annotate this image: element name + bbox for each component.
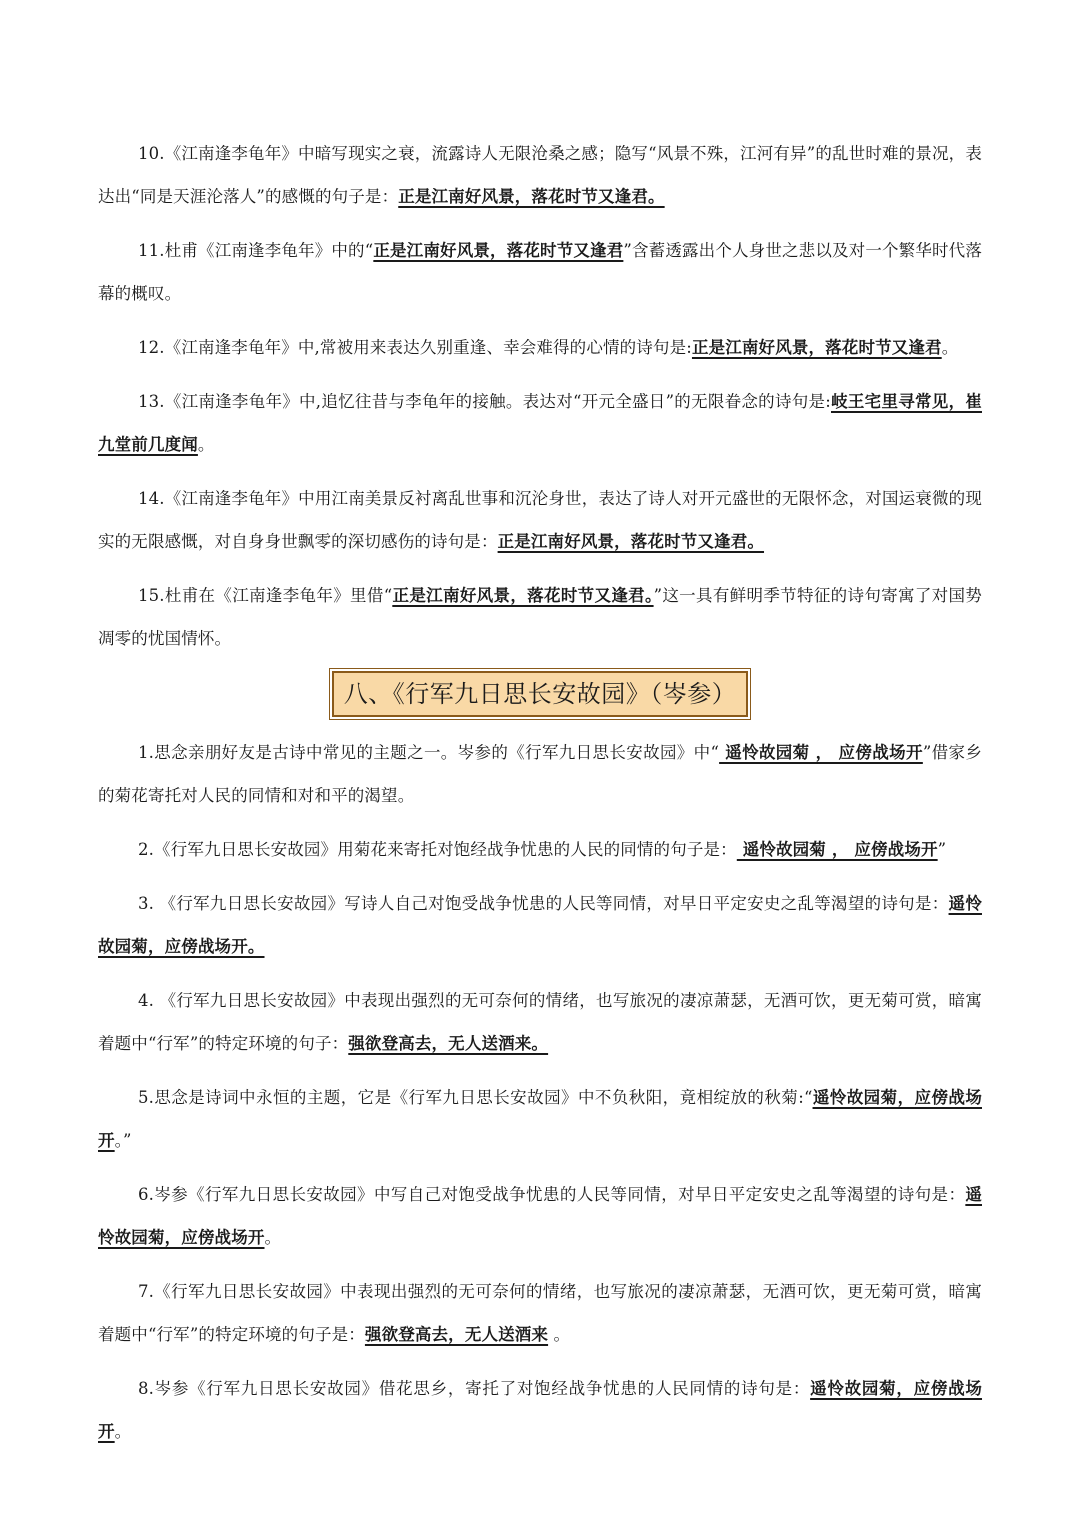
answer-text: 强欲登高去，无人送酒来。: [348, 1034, 549, 1053]
item-text: 6.岑参《行军九日思长安故园》中写自己对饱受战争忧患的人民等同情，对早日平定安史之乱等渴望的诗句是：: [138, 1185, 966, 1204]
list-item: [98, 229, 982, 315]
item-text: 3. 《行军九日思长安故园》写诗人自己对饱受战争忧患的人民等同情，对早日平定安史之乱等渴望的诗句是：: [138, 894, 949, 913]
section-7-items: [98, 132, 982, 660]
answer-text: 岐王宅里寻常见，崔九堂前几度闻: [98, 392, 982, 454]
list-item: [98, 1367, 982, 1453]
item-text-tail: 。: [197, 435, 215, 454]
answer-text: 正是江南好风景，落花时节又逢君: [373, 241, 624, 260]
item-text: 2.《行军九日思长安故园》用菊花来寄托对饱经战争忧患的人民的同情的句子是：: [138, 840, 737, 859]
answer-text: 遥怜故园菊，应傍战场开: [98, 1379, 983, 1441]
list-item: [98, 380, 982, 466]
item-text: 13.《江南逢李龟年》中,追忆往昔与李龟年的接触。表达对“开元全盛日”的无限眷念的诗句是:: [138, 392, 831, 411]
section-heading: 八、《行军九日思长安故园》（岑参）: [332, 671, 749, 717]
answer-text: 正是江南好风景，落花时节又逢君: [691, 338, 942, 357]
list-item: [98, 1270, 982, 1356]
item-text: 12.《江南逢李龟年》中,常被用来表达久别重逢、幸会难得的心情的诗句是:: [138, 338, 692, 357]
item-text-tail: ”: [937, 840, 947, 859]
answer-text: 正是江南好风景，落花时节又逢君。: [398, 187, 665, 206]
item-text-tail: 。: [548, 1325, 571, 1344]
section-8-items: [98, 731, 982, 1453]
list-item: [98, 828, 982, 871]
answer-text: 遥怜故园菊 ， 应傍战场开: [719, 743, 923, 762]
answer-text: 遥怜故园菊，应傍战场开。: [98, 894, 982, 956]
item-text-tail: ”含蓄透露出个人身世之悲以及对一个繁华时代落幕的概叹。: [98, 241, 982, 303]
item-text: 7.《行军九日思长安故园》中表现出强烈的无可奈何的情绪，也写旅况的凄凉萧瑟，无酒可饮，更无菊可赏，暗寓着题中“行军”的特定环境的句子是：: [98, 1282, 982, 1344]
list-item: [98, 574, 982, 660]
answer-text: 正是江南好风景，落花时节又逢君。: [497, 532, 765, 551]
item-text-tail: 。: [264, 1228, 282, 1247]
item-text: 10.《江南逢李龟年》中暗写现实之衰，流露诗人无限沧桑之感；隐写“风景不殊，江河有异”的乱世时难的景况，表达出“同是天涯沦落人”的感慨的句子是：: [98, 144, 982, 206]
item-text: 1.思念亲朋好友是古诗中常见的主题之一。岑参的《行军九日思长安故园》中“: [138, 743, 720, 762]
list-item: [98, 132, 982, 218]
item-text: 11.杜甫《江南逢李龟年》中的“: [138, 241, 374, 260]
list-item: [98, 326, 982, 369]
answer-text: 遥怜故园菊 ， 应傍战场开: [736, 840, 938, 859]
item-text-tail: ”这一具有鲜明季节特征的诗句寄寓了对国势凋零的忧国情怀。: [98, 586, 982, 648]
list-item: [98, 882, 982, 968]
item-text-tail: 。: [114, 1422, 132, 1441]
answer-text: 遥怜故园菊，应傍战场开: [98, 1185, 982, 1247]
item-text: 4. 《行军九日思长安故园》中表现出强烈的无可奈何的情绪，也写旅况的凄凉萧瑟，无酒可饮，更无菊可赏，暗寓着题中“行军”的特定环境的句子：: [98, 991, 982, 1053]
section-heading-wrap: [98, 671, 982, 721]
item-text: 5.思念是诗词中永恒的主题，它是《行军九日思长安故园》中不负秋阳，竟相绽放的秋菊:“: [138, 1088, 813, 1107]
item-text-tail: 。: [941, 338, 959, 357]
document-page: [98, 132, 982, 1464]
answer-text: 遥怜故园菊，应傍战场开: [98, 1088, 982, 1150]
item-text-tail: ”借家乡的菊花寄托对人民的同情和对和平的渴望。: [98, 743, 982, 805]
list-item: [98, 477, 982, 563]
answer-text: 正是江南好风景，落花时节又逢君。: [392, 586, 654, 605]
answer-text: 强欲登高去，无人送酒来: [364, 1325, 549, 1344]
item-text: 8.岑参《行军九日思长安故园》借花思乡，寄托了对饱经战争忧患的人民同情的诗句是：: [138, 1379, 811, 1398]
item-text: 14.《江南逢李龟年》中用江南美景反衬离乱世事和沉沦身世，表达了诗人对开元盛世的无限怀念，对国运衰微的现实的无限感慨，对自身身世飘零的深切感伤的诗句是：: [98, 489, 982, 551]
list-item: [98, 1173, 982, 1259]
list-item: [98, 979, 982, 1065]
list-item: [98, 1076, 982, 1162]
item-text-tail: 。”: [114, 1131, 132, 1150]
list-item: [98, 731, 982, 817]
item-text: 15.杜甫在《江南逢李龟年》里借“: [138, 586, 393, 605]
